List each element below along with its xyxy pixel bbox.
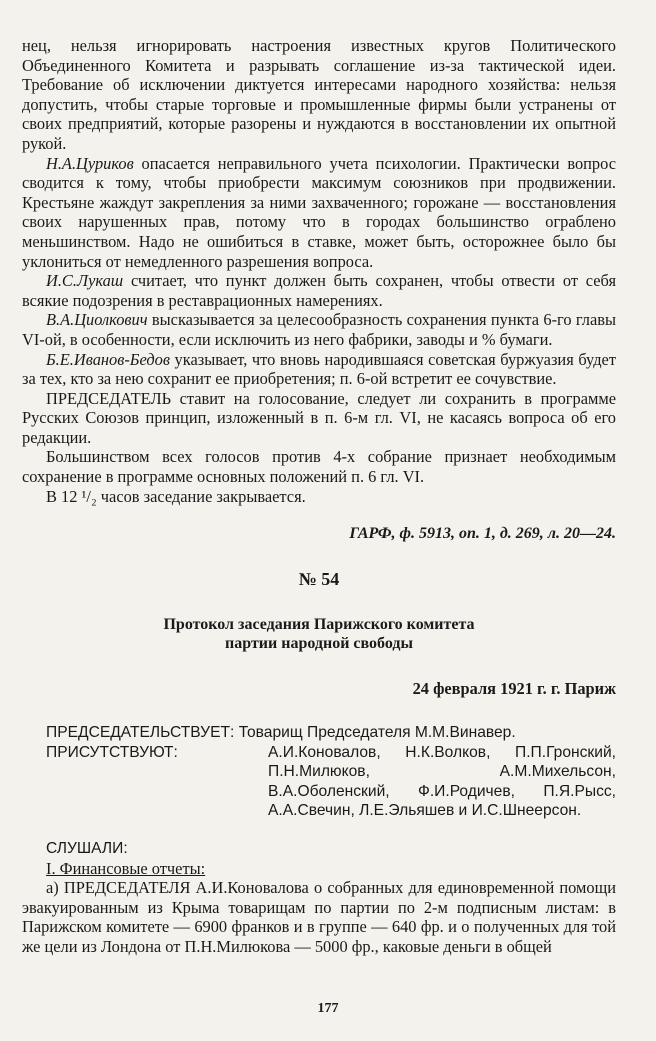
paragraph: Большинством всех голосов против 4-х собрание признает необходимым сохранение в программе основных положений п. 6 гл. VI.	[22, 447, 616, 487]
present-row	[22, 743, 616, 821]
paragraph-text: указывает, что вновь народившаяся советская буржуазия будет за тех, кто за нею сохранит ее приобретения; п. 6-ой встретит ее сочувствие.	[22, 349, 616, 389]
paragraph	[22, 154, 616, 272]
present-value: А.И.Коновалов, Н.К.Волков, П.П.Гронский, П.Н.Милюков, А.М.Михельсон, В.А.Оболенский, Ф.И.Родичев, П.Я.Рысс, А.А.Свечин, Л.Е.Эльяшев и И.С.Шнеерсон.	[268, 743, 616, 820]
paragraph-text: считает, что пункт должен быть сохранен, чтобы отвести от себя всякие подозрения в реставрационных намерениях.	[22, 271, 616, 310]
document-number: № 54	[298, 568, 340, 589]
present-label: ПРИСУТСТВУЮТ:	[46, 743, 178, 761]
speaker-name: Н.А.Цуриков	[46, 153, 134, 173]
document-title-line: партии народной свободы	[225, 635, 413, 653]
paragraph: В 12 ¹/₂ часов заседание закрывается.	[46, 486, 306, 506]
paragraph	[22, 271, 616, 310]
chair-value: Товарищ Председателя М.М.Винавер.	[238, 724, 516, 742]
paragraph: ПРЕДСЕДАТЕЛЬ ставит на голосование, следует ли сохранить в программе Русских Союзов принцип, изложенный в п. 6-м гл. VI, не касаясь вопроса об его редакции.	[22, 388, 616, 447]
date-place-line: 24 февраля 1921 г. г. Париж	[412, 679, 616, 699]
paragraph: нец, нельзя игнорировать настроения известных кругов Политического Объединенного Комитета и разрывать соглашение из-за тактической идеи. Требование об исключении диктуется интересами народного хозяйства: нельзя допустить, чтобы старые торговые и промышленные фирмы были устранены от своих предприятий, которые разорены и нуждаются в восстановлении их опытной рукой.	[22, 36, 616, 153]
chair-label: ПРЕДСЕДАТЕЛЬСТВУЕТ:	[46, 724, 235, 742]
speaker-name: Б.Е.Иванов-Бедов	[46, 349, 170, 369]
paragraph	[22, 350, 616, 389]
page-number: 177	[317, 1001, 339, 1016]
paragraph	[22, 310, 616, 349]
archive-reference: ГАРФ, ф. 5913, оп. 1, д. 269, л. 20—24.	[349, 525, 616, 543]
heard-label: СЛУШАЛИ:	[46, 840, 128, 857]
paragraph-text: опасается неправильного учета психологии. Практически вопрос сводится к тому, чтобы приобрести максимум союзников при продвижении. Крестьяне жаждут закрепления за ними захваченного; горожане — восстановления своих нарушенных прав, потому что в городах большинство ограблено меньшинством. Надо не ошибиться в ставке, может быть, осторожнее было бы уклониться от немедленного разрешения вопроса.	[22, 153, 616, 271]
document-title-line: Протокол заседания Парижского комитета	[163, 616, 475, 634]
paragraph-text: высказывается за целесообразность сохранения пункта 6-го главы VI-ой, в особенности, если исключить из него фабрики, заводы и % бумаги.	[22, 310, 616, 349]
attendance-block	[22, 723, 616, 821]
speaker-name: В.А.Циолкович	[46, 310, 148, 330]
section-title: I. Финансовые отчеты:	[46, 858, 206, 878]
speaker-name: И.С.Лукаш	[46, 271, 124, 291]
document-title	[22, 615, 616, 653]
paragraph: а) ПРЕДСЕДАТЕЛЯ А.И.Коновалова о собранных для единовременной помощи эвакуированным из Крыма товарищам по партии по 2-м подписным листам: в Парижском комитете — 6900 франков и в группе — 640 фр. и о полученных для той же цели из Лондона от П.Н.Милюкова — 5000 фр., каковые деньги в общей	[22, 878, 616, 956]
chair-line	[22, 723, 616, 743]
